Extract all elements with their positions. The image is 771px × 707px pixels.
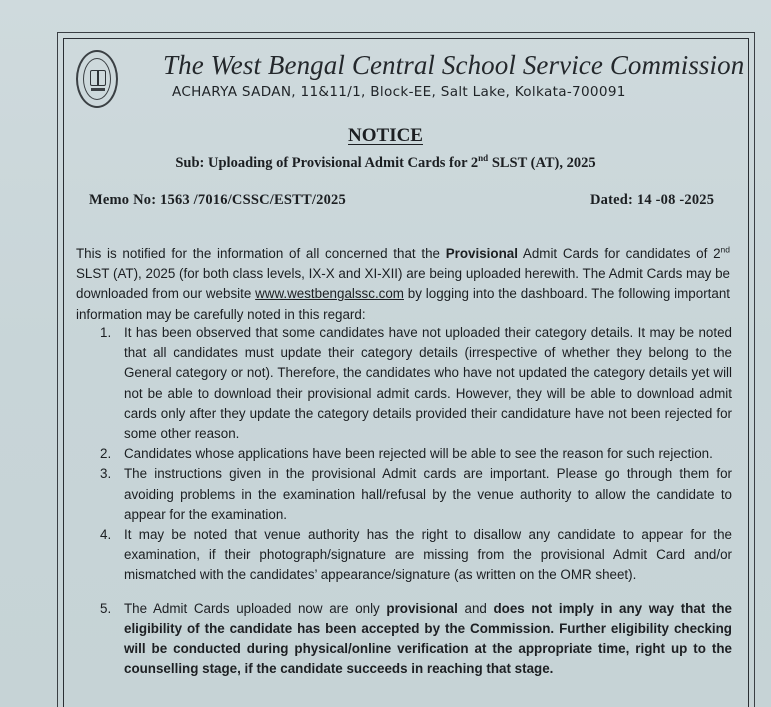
list-item	[76, 464, 732, 525]
item-bold-provisional: provisional	[386, 600, 458, 616]
organization-address: ACHARYA SADAN, 11&11/1, Block-EE, Salt Lake, Kolkata-700091	[172, 84, 626, 100]
notice-heading	[0, 125, 771, 147]
instructions-list	[76, 323, 732, 679]
wbcssc-seal-icon	[76, 50, 118, 108]
subject-prefix: Sub: Uploading of Provisional Admit Cards for 2	[175, 154, 479, 171]
subject-suffix: SLST (AT), 2025	[488, 154, 596, 171]
website-link[interactable]: www.westbengalssc.com	[255, 286, 404, 302]
list-item	[76, 323, 732, 444]
item-number: 2.	[100, 446, 112, 462]
open-book-icon	[90, 70, 106, 86]
list-item	[76, 599, 732, 680]
item-text: Candidates whose applications have been rejected will be able to see the reason for such rejection.	[124, 446, 713, 462]
list-item	[76, 444, 732, 464]
item-number: 1.	[100, 325, 112, 340]
item-number: 4.	[100, 527, 112, 543]
memo-number: Memo No: 1563 /7016/CSSC/ESTT/2025	[89, 192, 346, 208]
notice-date: Dated: 14 -08 -2025	[590, 192, 715, 208]
item-number: 3.	[100, 466, 112, 482]
intro-superscript: nd	[720, 244, 730, 255]
intro-text-2: Admit Cards for candidates of 2	[517, 246, 721, 261]
intro-paragraph	[76, 244, 730, 325]
intro-text-1: This is notified for the information of all concerned that the	[76, 246, 446, 261]
item-text: It has been observed that some candidates have not uploaded their category details. It may be noted that all candidates must update their category details (irrespective of whether they belong to the General category or not). Therefore, the candidates who have not updated the category details yet will not be able to download their provisional admit cards. However, they will be able to download admit cards only after they update the category details provided their candidature have not been rejected for some other reason.	[124, 325, 732, 442]
intro-text-4: by logging into the dashboard. The following important information may be carefully noted in this regard:	[76, 286, 730, 322]
item-text: The instructions given in the provisional Admit cards are important. Please go through them for avoiding problems in the examination hall/refusal by the venue authority to allow the candidate to appear for the examination.	[124, 466, 732, 522]
subject-superscript: nd	[478, 153, 489, 163]
item-bold-eligibility: does not imply in any way that the eligibility of the candidate has been accepted by the Commission. Further eligibility checking will be conducted during physical/online verification at the appropriate time, right up to the counselling stage, if the candidate succeeds in reaching that stage.	[124, 600, 732, 677]
item-number: 5.	[100, 600, 112, 616]
intro-bold-provisional: Provisional	[445, 246, 518, 261]
organization-title: The West Bengal Central School Service Commission	[163, 50, 745, 80]
intro-text-3: SLST (AT), 2025 (for both class levels, IX-X and XI-XII) are being uploaded herewith. The Admit Cards may be downloaded from our website	[76, 266, 730, 302]
notice-heading-text: NOTICE	[348, 125, 423, 146]
seal-base	[91, 88, 105, 91]
item-text: and	[457, 600, 494, 616]
list-item	[76, 525, 732, 586]
item-text: The Admit Cards uploaded now are only	[124, 600, 387, 616]
item-text: It may be noted that venue authority has the right to disallow any candidate to appear for the examination, if their photograph/signature are missing from the provisional Admit Card and/or mismatched with the candidates’ appearance/signature (as written on the OMR sheet).	[124, 527, 732, 583]
notice-subject	[0, 153, 771, 172]
